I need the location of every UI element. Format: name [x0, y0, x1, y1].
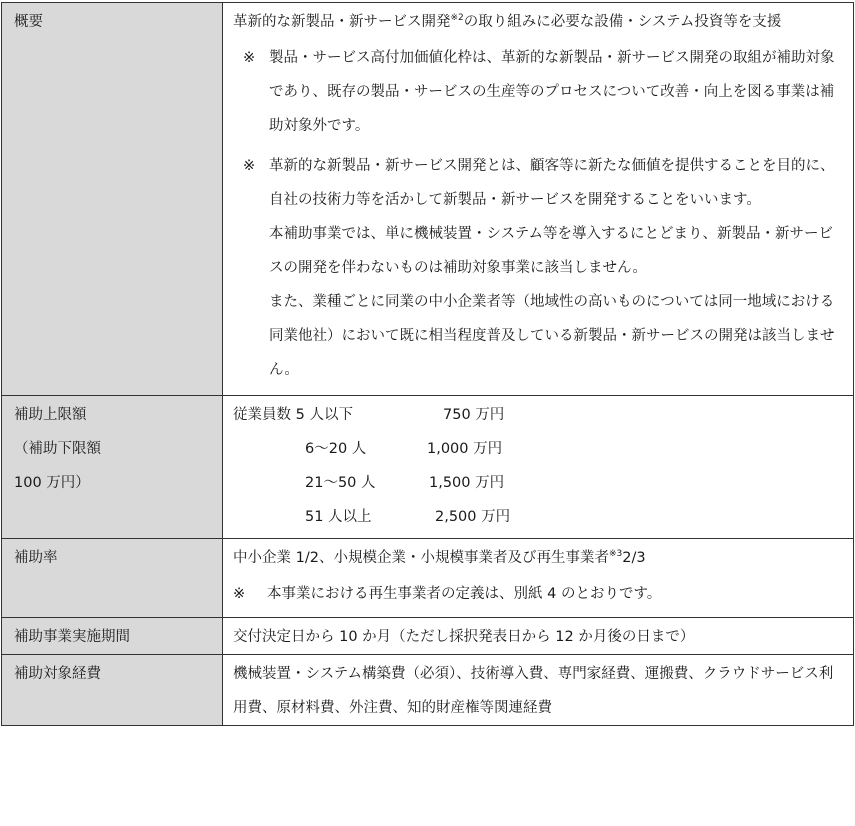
period-content: 交付決定日から 10 か月（ただし採択発表日から 12 か月後の日まで） [223, 618, 854, 655]
note-mark: ※ [243, 50, 256, 66]
limit-amount: 1,000 万円 [427, 441, 503, 457]
note-text: 本事業における再生事業者の定義は、別紙 4 のとおりです。 [267, 586, 662, 602]
employee-range: 21～50 人 [305, 475, 376, 491]
employee-range: 6～20 人 [305, 441, 367, 457]
expenses-row [2, 655, 854, 726]
overview-note-2 [233, 149, 843, 387]
period-row [2, 618, 854, 655]
limit-amount: 750 万円 [443, 407, 505, 423]
rate-text: 中小企業 1/2、小規模企業・小規模事業者及び再生事業者$^{※3}$2/3 [233, 549, 646, 566]
note-mark: ※ [243, 158, 256, 174]
employee-range: 従業員数 5 人以下 [233, 407, 353, 423]
overview-label: 概要 [2, 3, 223, 396]
note-text: また、業種ごとに同業の中小企業者等（地域性の高いものについては同一地域における同業他社）において既に相当程度普及している新製品・新サービスの開発は該当しません。 [269, 294, 835, 378]
note-mark: ※ [233, 586, 246, 602]
rate-label: 補助率 [2, 539, 223, 618]
limit-row [2, 396, 854, 539]
period-label: 補助事業実施期間 [2, 618, 223, 655]
limit-amount: 1,500 万円 [429, 475, 505, 491]
expenses-content: 機械装置・システム構築費（必須）、技術導入費、専門家経費、運搬費、クラウドサービス利用費、原材料費、外注費、知的財産権等関連経費 [223, 655, 854, 726]
limit-amount: 2,500 万円 [435, 509, 511, 525]
employee-range: 51 人以上 [305, 509, 372, 525]
subsidy-summary-table [1, 2, 854, 726]
rate-note [233, 577, 843, 611]
note-text: 製品・サービス高付加価値化枠は、革新的な新製品・新サービス開発の取組が補助対象であり、既存の製品・サービスの生産等のプロセスについて改善・向上を図る事業は補助対象外です。 [269, 50, 835, 134]
overview-note-1 [233, 41, 843, 143]
overview-content [223, 3, 854, 396]
footnote-ref-3: ※3 [608, 549, 623, 559]
rate-content [223, 539, 854, 618]
overview-lead: 革新的な新製品・新サービス開発$^{※2}$の取り組みに必要な設備・システム投資等を支援 [233, 13, 782, 30]
limit-label: 補助上限額 （補助下限額 100 万円） [2, 396, 223, 539]
limit-grid [233, 398, 843, 534]
limit-content [223, 396, 854, 539]
footnote-ref-2: ※2 [450, 13, 464, 23]
note-text: 革新的な新製品・新サービス開発とは、顧客等に新たな価値を提供することを目的に、自社の技術力等を活かして新製品・新サービスを開発することをいいます。 [269, 158, 835, 208]
expenses-label: 補助対象経費 [2, 655, 223, 726]
rate-row [2, 539, 854, 618]
overview-row [2, 3, 854, 396]
note-text: 本補助事業では、単に機械装置・システム等を導入するにとどまり、新製品・新サービスの開発を伴わないものは補助対象事業に該当しません。 [269, 226, 834, 276]
